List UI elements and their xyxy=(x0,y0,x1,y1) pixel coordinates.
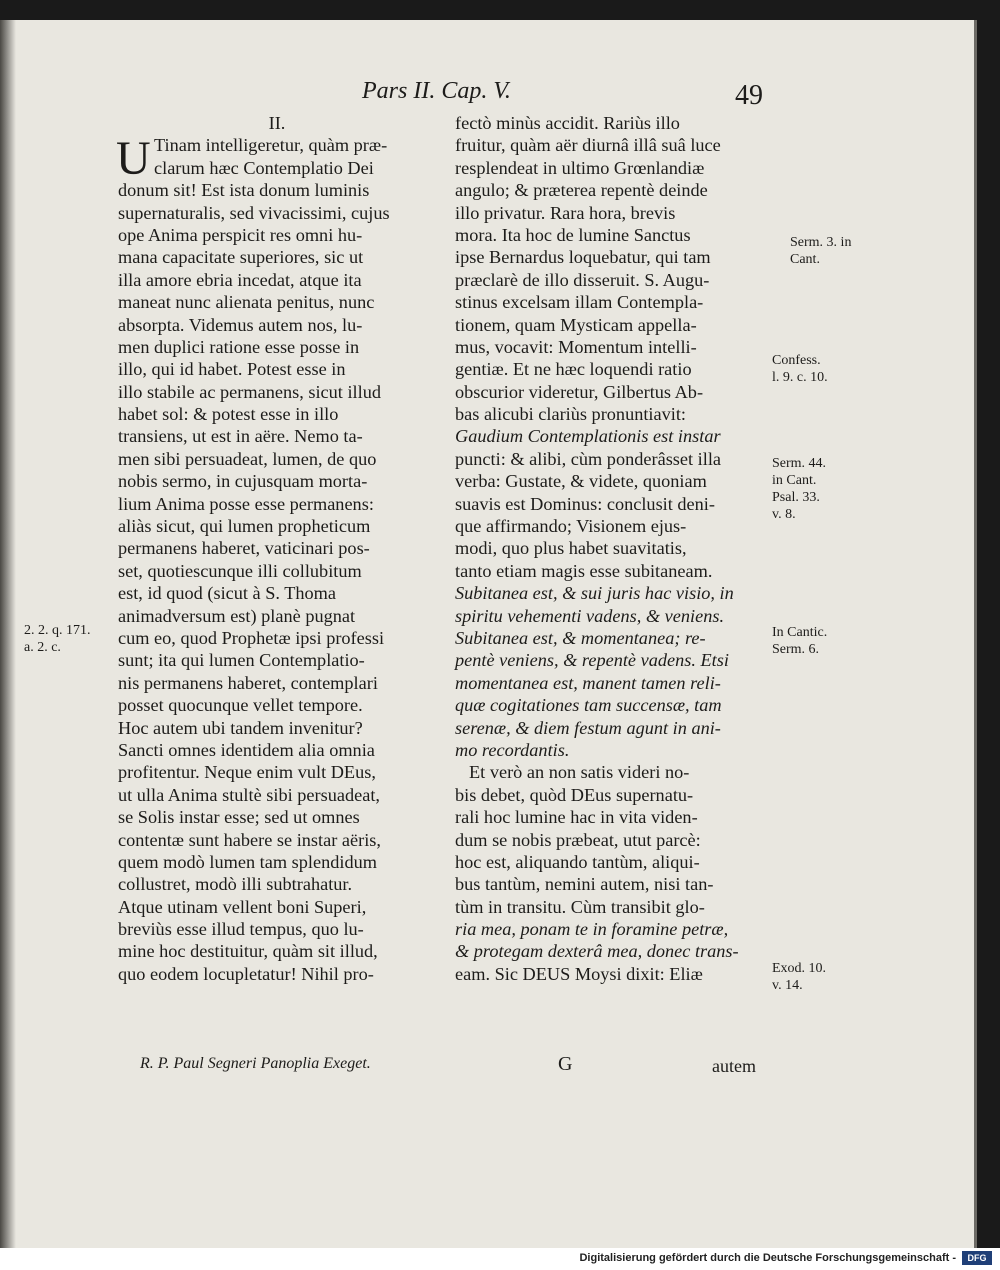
text-line: maneat nunc alienata penitus, nunc xyxy=(118,292,375,313)
text-line: tionem, quam Mysticam appella- xyxy=(455,314,697,335)
text-line: serenæ, & diem festum agunt in ani- xyxy=(455,717,721,738)
text-line: men sibi persuadeat, lumen, de quo xyxy=(118,448,377,469)
margin-note-right-3 xyxy=(772,455,826,523)
text-line: transiens, ut est in aëre. Nemo ta- xyxy=(118,426,363,447)
margin-note-right-4 xyxy=(772,624,827,658)
margin-note-line: 2. 2. q. 171. xyxy=(24,623,91,638)
text-line: mora. Ita hoc de lumine Sanctus xyxy=(455,224,691,245)
text-line: verba: Gustate, & videte, quoniam xyxy=(455,471,707,492)
text-line: Sancti omnes identidem alia omnia xyxy=(118,739,375,760)
text-line: lium Anima posse esse permanens: xyxy=(118,493,374,514)
right-column xyxy=(455,112,770,985)
margin-note-line: Exod. 10. xyxy=(772,961,827,976)
text-line: que affirmando; Visionem ejus- xyxy=(455,516,687,537)
spine-shadow xyxy=(0,20,16,1248)
text-line: angulo; & præterea repentè deinde xyxy=(455,180,708,201)
margin-note-right-1 xyxy=(790,234,851,268)
text-line: ipse Bernardus loquebatur, qui tam xyxy=(455,247,711,268)
text-line: men duplici ratione esse posse in xyxy=(118,336,360,357)
margin-note-line: Psal. 33. xyxy=(772,490,820,505)
text-line: Tinam intelligeretur, quàm præ- xyxy=(154,135,388,156)
text-line: illo privatur. Rara hora, brevis xyxy=(455,202,676,223)
text-line: præclarè de illo disseruit. S. Augu- xyxy=(455,269,710,290)
text-line: resplendeat in ultimo Grœnlandiæ xyxy=(455,157,705,178)
margin-note-line: Serm. 6. xyxy=(772,642,820,657)
text-line: Subitanea est, & sui juris hac visio, in xyxy=(455,583,734,604)
dfg-credit-text: Digitalisierung gefördert durch die Deutsche Forschungsgemeinschaft - xyxy=(579,1252,956,1264)
text-line: sunt; ita qui lumen Contemplatio- xyxy=(118,650,365,671)
text-line: bas alicubi clariùs pronuntiavit: xyxy=(455,404,686,425)
margin-note-line: v. 14. xyxy=(772,978,803,993)
text-line: Subitanea est, & momentanea; re- xyxy=(455,627,706,648)
text-line: hoc est, aliquando tantùm, aliqui- xyxy=(455,851,700,872)
text-line: mus, vocavit: Momentum intelli- xyxy=(455,336,697,357)
text-line: donum sit! Est ista donum luminis xyxy=(118,180,370,201)
text-line: quæ cogitationes tam succensæ, tam xyxy=(455,695,722,716)
catchword: autem xyxy=(712,1056,756,1076)
text-line: spiritu vehementi vadens, & veniens. xyxy=(455,605,725,626)
text-line: dum se nobis præbeat, utut parcè: xyxy=(455,829,701,850)
margin-note-left xyxy=(24,622,91,656)
margin-note-line: Confess. xyxy=(772,353,821,368)
text-line: eam. Sic DEUS Moysi dixit: Eliæ xyxy=(455,963,703,984)
text-line: puncti: & alibi, cùm ponderâsset illa xyxy=(455,448,722,469)
text-line: clarum hæc Contemplatio Dei xyxy=(154,157,374,178)
text-line: nobis sermo, in cujusquam morta- xyxy=(118,471,368,492)
margin-note-line: Cant. xyxy=(790,252,820,267)
text-line: se Solis instar esse; sed ut omnes xyxy=(118,807,360,828)
text-line: animadversum est) planè pugnat xyxy=(118,605,356,626)
text-line: Atque utinam vellent boni Superi, xyxy=(118,896,367,917)
text-line: bis debet, quòd DEus supernatu- xyxy=(455,784,694,805)
text-line: cum eo, quod Prophetæ ipsi professi xyxy=(118,627,385,648)
margin-note-line: l. 9. c. 10. xyxy=(772,370,828,385)
text-line: bus tantùm, nemini autem, nisi tan- xyxy=(455,874,714,895)
text-line: permanens haberet, vaticinari pos- xyxy=(118,538,370,559)
text-line: rali hoc lumine hac in vita viden- xyxy=(455,807,698,828)
text-line: illo, qui id habet. Potest esse in xyxy=(118,359,346,380)
text-line: gentiæ. Et ne hæc loquendi ratio xyxy=(455,359,692,380)
dfg-logo: DFG xyxy=(962,1251,992,1265)
text-line: collustret, modò illi subtrahatur. xyxy=(118,874,353,895)
text-line: mana capacitate superiores, sic ut xyxy=(118,247,364,268)
text-line: II. xyxy=(268,113,286,133)
text-line: set, quotiescunque illi collubitum xyxy=(118,560,362,581)
text-line: supernaturalis, sed vivacissimi, cujus xyxy=(118,202,390,223)
text-line: ria mea, ponam te in foramine petræ, xyxy=(455,919,729,940)
margin-note-right-5 xyxy=(772,960,826,994)
text-line: Hoc autem ubi tandem invenitur? xyxy=(118,717,363,738)
text-line: ut ulla Anima stultè sibi persuadeat, xyxy=(118,784,380,805)
text-line: fruitur, quàm aër diurnâ illâ suâ luce xyxy=(455,135,721,156)
signature-mark: G xyxy=(558,1053,573,1075)
text-line: ope Anima perspicit res omni hu- xyxy=(118,224,363,245)
text-line: est, id quod (sicut à S. Thoma xyxy=(118,583,337,604)
text-line: nis permanens haberet, contemplari xyxy=(118,672,378,693)
text-line: fectò minùs accidit. Rariùs illo xyxy=(455,113,680,133)
text-line: quo eodem locupletatur! Nihil pro- xyxy=(118,963,374,984)
text-line: momentanea est, manent tamen reli- xyxy=(455,672,721,693)
margin-note-right-2 xyxy=(772,352,828,386)
text-line: obscurior videretur, Gilbertus Ab- xyxy=(455,381,704,402)
text-line: suavis est Dominus: conclusit deni- xyxy=(455,493,715,514)
text-line: stinus excelsam illam Contempla- xyxy=(455,292,704,313)
footer-reference: R. P. Paul Segneri Panoplia Exeget. xyxy=(140,1055,371,1072)
text-line: profitentur. Neque enim vult DEus, xyxy=(118,762,376,783)
margin-note-line: In Cantic. xyxy=(772,625,828,640)
text-line: & protegam dexterâ mea, donec trans- xyxy=(455,941,739,962)
margin-note-line: v. 8. xyxy=(772,507,796,522)
text-line: aliàs sicut, qui lumen propheticum xyxy=(118,516,371,537)
text-line: absorpta. Videmus autem nos, lu- xyxy=(118,314,363,335)
text-line: tùm in transitu. Cùm transibit glo- xyxy=(455,896,705,917)
text-line: quem modò lumen tam splendidum xyxy=(118,851,377,872)
page-number: 49 xyxy=(735,80,763,111)
text-line: mine hoc destituitur, quàm sit illud, xyxy=(118,941,378,962)
text-line: posset quocunque vellet tempore. xyxy=(118,695,363,716)
text-line: habet sol: & potest esse in illo xyxy=(118,404,339,425)
text-line: tanto etiam magis esse subitaneam. xyxy=(455,560,713,581)
text-line: mo recordantis. xyxy=(455,739,570,760)
text-line: illa amore ebria incedat, atque ita xyxy=(118,269,362,290)
margin-note-line: Serm. 3. in xyxy=(790,235,852,250)
text-line: Et verò an non satis videri no- xyxy=(469,762,690,783)
margin-note-line: Serm. 44. xyxy=(772,456,827,471)
text-line: breviùs esse illud tempus, quo lu- xyxy=(118,919,364,940)
text-line: pentè veniens, & repentè vadens. Etsi xyxy=(455,650,729,671)
margin-note-line: a. 2. c. xyxy=(24,640,61,655)
text-line: modi, quo plus habet suavitatis, xyxy=(455,538,687,559)
drop-cap: U xyxy=(116,132,151,185)
running-title: Pars II. Cap. V. xyxy=(362,78,511,104)
text-line: illo stabile ac permanens, sicut illud xyxy=(118,381,381,402)
text-line: contentæ sunt habere se instar aëris, xyxy=(118,829,381,850)
text-line: Gaudium Contemplationis est instar xyxy=(455,426,721,447)
left-column xyxy=(118,112,436,985)
margin-note-line: in Cant. xyxy=(772,473,817,488)
